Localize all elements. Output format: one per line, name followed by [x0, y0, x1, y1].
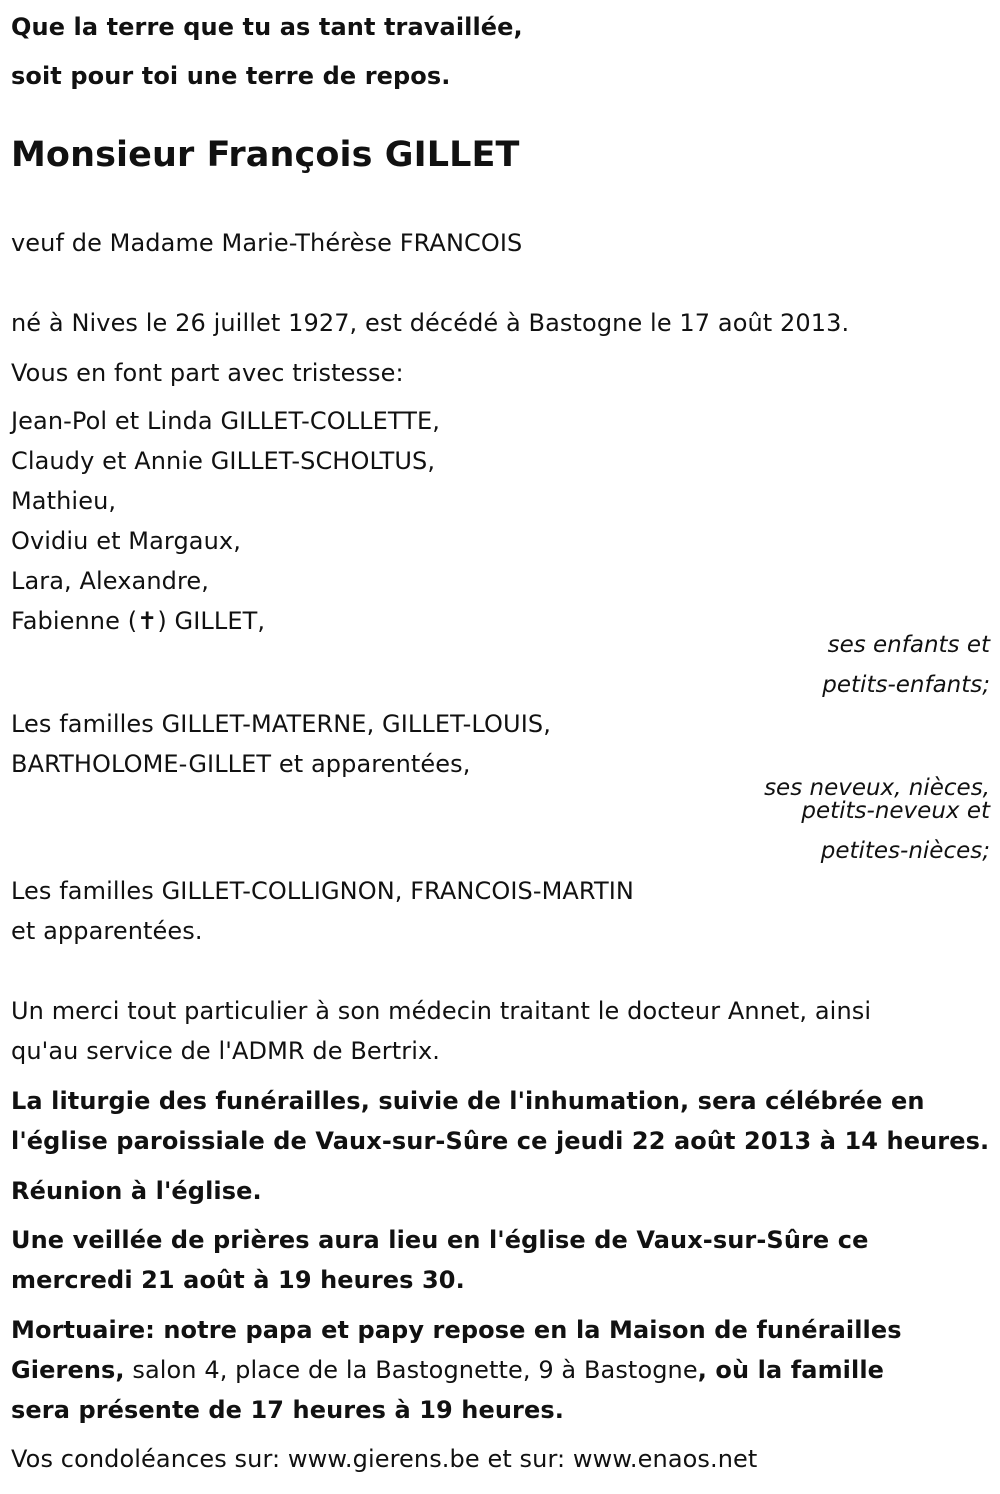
vigil-line-2: mercredi 21 août à 19 heures 30. — [11, 1266, 465, 1294]
liturgy-line-2: l'église paroissiale de Vaux-sur-Sûre ce jeudi 22 août 2013 à 14 heures. — [11, 1127, 990, 1155]
mortuary-line-3: sera présente de 17 heures à 19 heures. — [11, 1396, 564, 1424]
thanks-line-2: qu'au service de l'ADMR de Bertrix. — [11, 1037, 440, 1065]
children-role-line-1: ses enfants et — [827, 632, 990, 658]
children-line-3: Mathieu, — [11, 487, 117, 515]
mortuary-line-2 — [11, 1355, 884, 1385]
deceased-name: Monsieur François GILLET — [11, 135, 520, 175]
mortuary-address: salon 4, place de la Bastognette, 9 à Bastogne — [124, 1356, 698, 1384]
liturgy-line-1: La liturgie des funérailles, suivie de l'inhumation, sera célébrée en — [11, 1087, 925, 1115]
family-1-line-2: BARTHOLOME-GILLET et apparentées, — [11, 750, 471, 778]
mortuary-line-1: Mortuaire: notre papa et papy repose en la Maison de funérailles — [11, 1316, 902, 1344]
epigraph-line-1: Que la terre que tu as tant travaillée, — [11, 13, 523, 41]
announcement-intro: Vous en font part avec tristesse: — [11, 359, 404, 387]
family-2-line-2: et apparentées. — [11, 917, 203, 945]
children-line-4: Ovidiu et Margaux, — [11, 527, 241, 555]
meeting-line: Réunion à l'église. — [11, 1177, 262, 1205]
family-1-line-1: Les familles GILLET-MATERNE, GILLET-LOUIS, — [11, 710, 551, 738]
children-line-6: Fabienne (✝) GILLET, — [11, 607, 266, 635]
family-role-line-3: petites-nièces; — [820, 838, 990, 864]
birth-death-line: né à Nives le 26 juillet 1927, est décédé à Bastogne le 17 août 2013. — [11, 309, 850, 337]
family-role-line-1: ses neveux, nièces, — [764, 775, 990, 801]
condolences-line: Vos condoléances sur: www.gierens.be et sur: www.enaos.net — [11, 1445, 758, 1473]
vigil-line-1: Une veillée de prières aura lieu en l'église de Vaux-sur-Sûre ce — [11, 1226, 869, 1254]
widower-line: veuf de Madame Marie-Thérèse FRANCOIS — [11, 229, 523, 257]
mortuary-funeral-home: Gierens, — [11, 1356, 125, 1384]
children-line-2: Claudy et Annie GILLET-SCHOLTUS, — [11, 447, 436, 475]
thanks-line-1: Un merci tout particulier à son médecin traitant le docteur Annet, ainsi — [11, 997, 872, 1025]
mortuary-family-presence: , où la famille — [697, 1356, 885, 1384]
epigraph-line-2: soit pour toi une terre de repos. — [11, 62, 451, 90]
children-line-5: Lara, Alexandre, — [11, 567, 210, 595]
family-role-line-2: petits-neveux et — [801, 798, 990, 824]
children-role-line-2: petits-enfants; — [822, 672, 990, 698]
children-line-1: Jean-Pol et Linda GILLET-COLLETTE, — [11, 407, 440, 435]
family-2-line-1: Les familles GILLET-COLLIGNON, FRANCOIS-MARTIN — [11, 877, 634, 905]
